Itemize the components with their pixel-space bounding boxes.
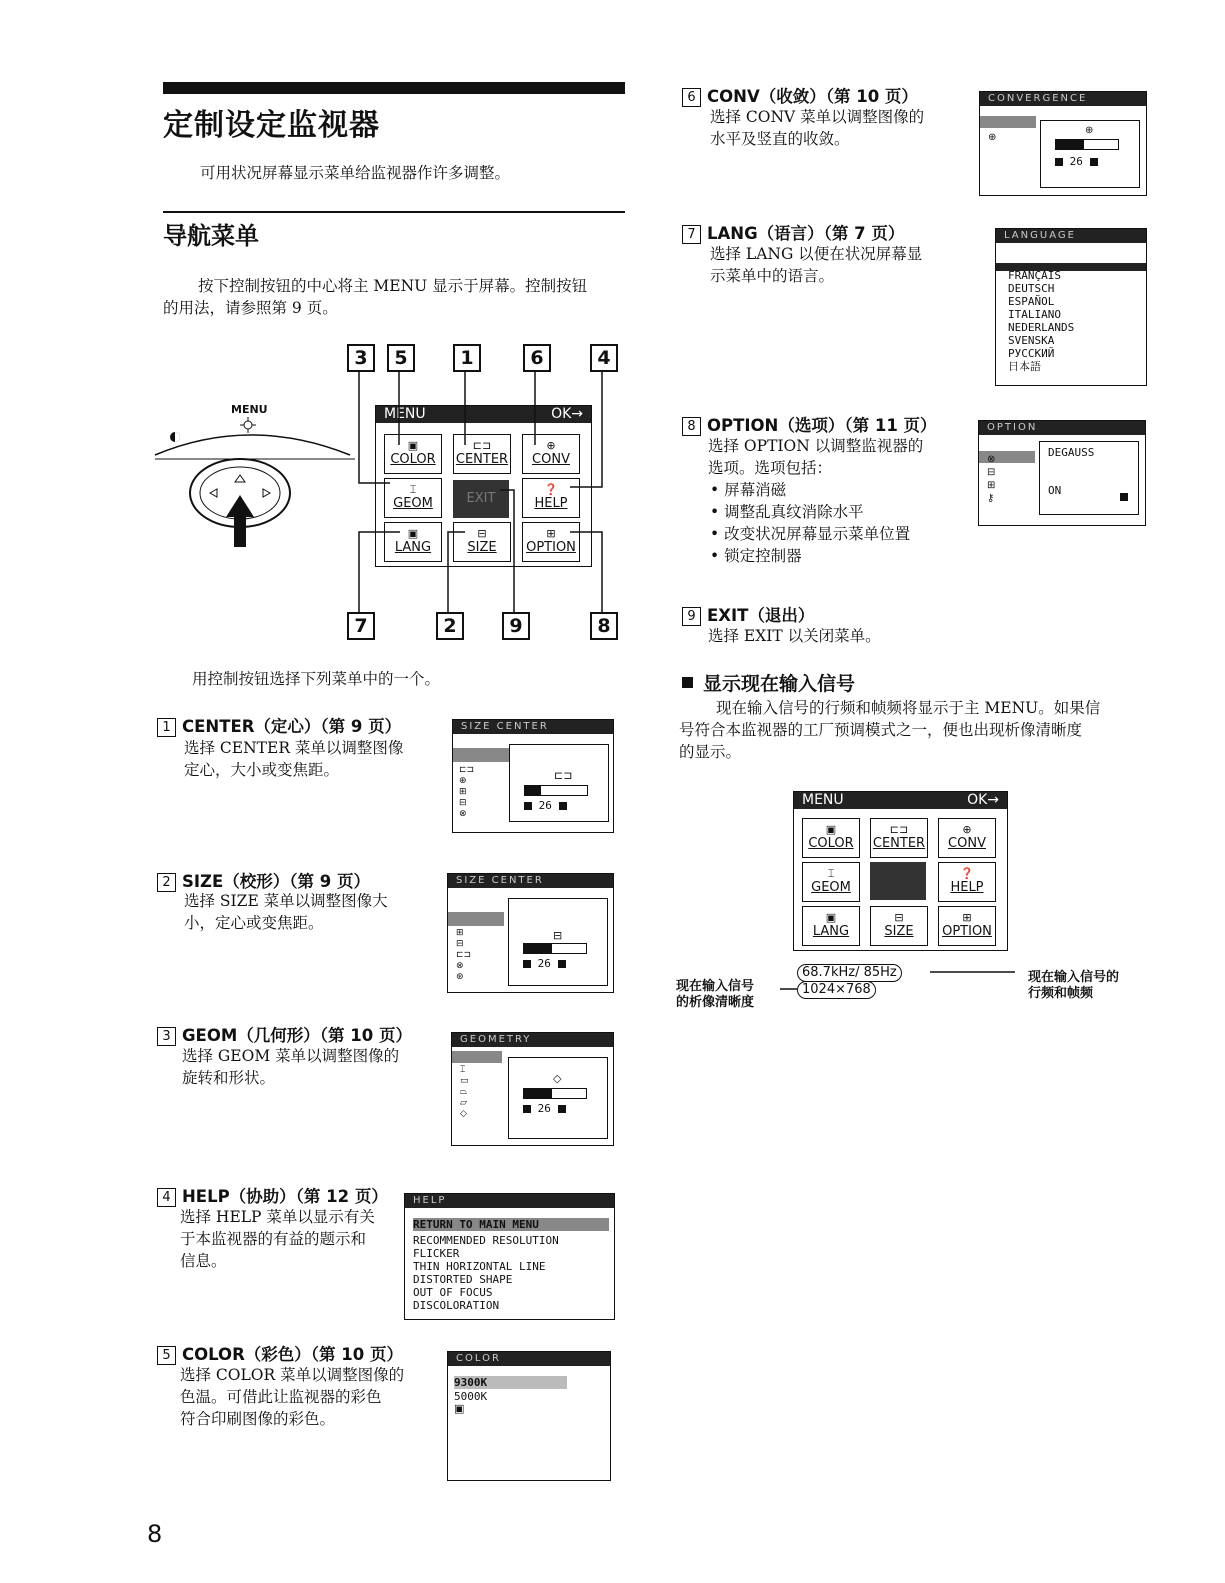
menu-ok-label: OK→	[967, 792, 999, 808]
lang-button[interactable]: ▣ LANG	[802, 906, 860, 946]
menu-label: MENU	[231, 403, 268, 416]
geom-button[interactable]: ⌶ GEOM	[384, 478, 442, 518]
page-title: 定制设定监视器	[163, 108, 380, 143]
geom-icon: ⌶	[409, 483, 417, 496]
item-center-title: 1 CENTER（定心）（第 9 页）	[157, 713, 401, 737]
osd-size-center-1: SIZE CENTER ⊏⊐ ⊕ ⊞ ⊟ ⊗ ⊏⊐ 26	[452, 719, 614, 833]
osd-convergence: CONVERGENCE ⊕ ⊕ 26	[979, 91, 1147, 196]
geom-button[interactable]: ⌶ GEOM	[802, 862, 860, 902]
callout-4: 4	[590, 344, 618, 372]
osd-highlight	[980, 116, 1036, 128]
item-lang-title: 7 LANG（语言）（第 7 页）	[682, 220, 904, 244]
color-button[interactable]: ▣ COLOR	[384, 434, 442, 474]
item-color-title: 5 COLOR（彩色）（第 10 页）	[157, 1341, 403, 1365]
signal-label-left-1: 现在输入信号	[676, 979, 755, 994]
osd-help: HELP RETURN TO MAIN MENU RECOMMENDED RESOLUTION FLICKER THIN HORIZONTAL LINE DISTORTED SHAPE OUT OF FOCUS DISCOLORATION	[404, 1193, 615, 1320]
callout-7: 7	[347, 612, 375, 640]
item-center-desc-2: 定心，大小或变焦距。	[184, 761, 340, 779]
osd-slider	[524, 785, 588, 796]
exit-button-dark[interactable]	[870, 862, 926, 900]
item-size-title: 2 SIZE（校形）（第 9 页）	[157, 868, 370, 892]
item-size-desc-1: 选择 SIZE 菜单以调整图像大	[184, 892, 388, 910]
exit-button[interactable]: EXIT	[453, 480, 509, 518]
item-help-desc-1: 选择 HELP 菜单以显示有关	[180, 1208, 375, 1226]
help-line-3: THIN HORIZONTAL LINE	[413, 1260, 546, 1273]
callout-9: 9	[502, 612, 530, 640]
item-exit-desc-1: 选择 EXIT 以关闭菜单。	[708, 627, 881, 645]
color-icon: ▣	[407, 439, 419, 452]
lang-option-4: ITALIANO	[1008, 308, 1061, 321]
osd-size-center-2: SIZE CENTER ⊞ ⊟ ⊏⊐ ⊗ ⊛ ⊟ 26	[447, 873, 614, 993]
signal-resolution: 1024×768	[797, 981, 876, 999]
osd-highlight	[448, 912, 504, 926]
color-option-1: 9300K	[454, 1376, 567, 1389]
callout-2: 2	[436, 612, 464, 640]
option-bullet-2: • 调整乱真纹消除水平	[710, 503, 864, 521]
signal-text-2: 号符合本监视器的工厂预调模式之一，便也出现析像清晰度	[679, 721, 1083, 739]
item-lang-desc-2: 示菜单中的语言。	[710, 267, 835, 285]
item-color-desc-2: 色温。可借此让监视器的彩色	[180, 1388, 382, 1406]
conv-icon-inner: ⊕	[1085, 125, 1094, 136]
option-icon: ⊞	[962, 911, 972, 924]
color-icon: ▣	[454, 1402, 465, 1415]
help-highlight: RETURN TO MAIN MENU	[413, 1218, 609, 1231]
option-bullet-1: • 屏幕消磁	[710, 481, 787, 499]
option-button[interactable]: ⊞ OPTION	[938, 906, 996, 946]
size-button[interactable]: ⊟ SIZE	[453, 522, 511, 562]
osd-language: LANGUAGE FRANÇAIS DEUTSCH ESPAÑOL ITALIANO NEDERLANDS SVENSKA РУССКИЙ 日本語	[995, 228, 1147, 386]
degauss-label: DEGAUSS	[1048, 446, 1095, 459]
osd-geometry-icons: ⌶ ▭ ⏢ ▱ ◇	[460, 1065, 469, 1119]
intro-text: 可用状况屏幕显示菜单给监视器作许多调整。	[200, 164, 511, 182]
item-lang-desc-1: 选择 LANG 以便在状况屏幕显	[710, 245, 923, 263]
osd-geometry: GEOMETRY ⌶ ▭ ⏢ ▱ ◇ ◇ 26	[451, 1032, 614, 1146]
item-conv-desc-2: 水平及竖直的收敛。	[710, 130, 850, 148]
lang-button[interactable]: ▣ LANG	[384, 522, 442, 562]
signal-text-3: 的显示。	[679, 743, 742, 761]
osd-slider	[523, 943, 587, 954]
option-button[interactable]: ⊞ OPTION	[522, 522, 580, 562]
section-rule	[163, 211, 625, 213]
conv-icon: ⊕	[546, 439, 556, 452]
lang-option-5: NEDERLANDS	[1008, 321, 1075, 334]
size-icon: ⊟	[894, 911, 904, 924]
osd-option-icons: ⊗ ⊟ ⊞ ⚷	[987, 454, 996, 504]
nav-text-line-2: 的用法，请参照第 9 页。	[163, 299, 338, 317]
menu-title: MENU	[802, 792, 844, 808]
osd-option: OPTION ⊗ ⊟ ⊞ ⚷ DEGAUSS ON	[978, 420, 1146, 526]
conv-icon: ⊕	[988, 132, 997, 143]
item-help-desc-3: 信息。	[180, 1252, 227, 1270]
callout-3: 3	[347, 344, 375, 372]
item-geom-desc-2: 旋转和形状。	[182, 1069, 276, 1087]
size-icon: ⊟	[477, 527, 487, 540]
color-button[interactable]: ▣ COLOR	[802, 818, 860, 858]
nav-text-line-1: 按下控制按钮的中心将主 MENU 显示于屏幕。控制按钮	[198, 277, 588, 295]
center-icon: ⊏⊐	[889, 823, 909, 836]
signal-heading: 显示现在输入信号	[682, 669, 855, 696]
item-center-desc-1: 选择 CENTER 菜单以调整图像	[184, 739, 404, 757]
size-button[interactable]: ⊟ SIZE	[870, 906, 928, 946]
help-line-2: FLICKER	[413, 1247, 460, 1260]
conv-icon: ⊕	[962, 823, 972, 836]
osd-size-icons: ⊞ ⊟ ⊏⊐ ⊗ ⊛	[456, 928, 472, 982]
option-bullet-4: • 锁定控制器	[710, 547, 802, 565]
control-button-illustration	[150, 395, 360, 555]
option-bullet-3: • 改变状况屏幕显示菜单位置	[710, 525, 911, 543]
menu-title-bar	[794, 792, 1007, 809]
degauss-on-square	[1120, 486, 1128, 505]
center-icon: ⊏⊐	[472, 439, 492, 452]
item-geom-title: 3 GEOM（几何形）（第 10 页）	[157, 1022, 412, 1046]
item-size-desc-2: 小，定心或变焦距。	[184, 914, 324, 932]
lang-option-2: DEUTSCH	[1008, 282, 1055, 295]
menu-title: MENU	[384, 406, 426, 422]
lang-option-1: FRANÇAIS	[1008, 269, 1061, 282]
rotation-icon: ◇	[553, 1072, 562, 1085]
signal-label-right-2: 行频和帧频	[1028, 986, 1094, 1001]
item-help-desc-2: 于本监视器的有益的题示和	[180, 1230, 367, 1248]
item-option-desc-2: 选项。选项包括：	[708, 459, 833, 477]
help-button[interactable]: ❓ HELP	[938, 862, 996, 902]
item-color-desc-1: 选择 COLOR 菜单以调整图像的	[180, 1366, 405, 1384]
lang-icon: ▣	[407, 527, 419, 540]
item-color-desc-3: 符合印刷图像的彩色。	[180, 1410, 336, 1428]
menu-ok-label: OK→	[551, 406, 583, 422]
signal-frequency: 68.7kHz/ 85Hz	[797, 964, 902, 982]
help-icon: ❓	[960, 867, 974, 880]
center-icon: ⊏⊐	[554, 769, 573, 782]
help-line-5: OUT OF FOCUS	[413, 1286, 493, 1299]
help-line-1: RECOMMENDED RESOLUTION	[413, 1234, 559, 1247]
item-conv-title: 6 CONV（收敛）（第 10 页）	[682, 83, 918, 107]
osd-slider	[1055, 139, 1119, 150]
callout-leader-lines	[340, 340, 630, 640]
item-help-title: 4 HELP（协助）（第 12 页）	[157, 1183, 388, 1207]
lang-option-6: SVENSKA	[1008, 334, 1055, 347]
callout-6: 6	[523, 344, 551, 372]
signal-label-left-2: 的析像清晰度	[676, 995, 755, 1010]
page-number: 8	[147, 1520, 163, 1548]
help-button[interactable]: ❓ HELP	[522, 478, 580, 518]
callout-8: 8	[590, 612, 618, 640]
lang-icon: ▣	[825, 911, 837, 924]
center-button[interactable]: ⊏⊐ CENTER	[870, 818, 928, 858]
item-geom-desc-1: 选择 GEOM 菜单以调整图像的	[182, 1047, 400, 1065]
color-icon: ▣	[825, 823, 837, 836]
osd-color: COLOR 9300K 5000K ▣	[447, 1351, 611, 1481]
option-icon: ⊞	[546, 527, 556, 540]
title-rule	[163, 82, 625, 94]
help-line-6: DISCOLORATION	[413, 1299, 500, 1312]
item-conv-desc-1: 选择 CONV 菜单以调整图像的	[710, 108, 925, 126]
item-exit-title: 9 EXIT（退出）	[682, 602, 814, 626]
signal-text-1: 现在输入信号的行频和帧频将显示于主 MENU。如果信	[716, 699, 1101, 717]
color-option-2: 5000K	[454, 1390, 488, 1403]
geom-icon: ⌶	[827, 867, 835, 880]
signal-label-right-1: 现在输入信号的	[1028, 970, 1120, 985]
lang-option-7: РУССКИЙ	[1008, 347, 1055, 360]
osd-center-icons: ⊏⊐ ⊕ ⊞ ⊟ ⊗	[459, 765, 475, 819]
select-text: 用控制按钮选择下列菜单中的一个。	[192, 670, 441, 688]
conv-button[interactable]: ⊕ CONV	[522, 434, 580, 474]
lang-option-3: ESPAÑOL	[1008, 295, 1055, 308]
callout-5: 5	[387, 344, 415, 372]
signal-leader-lines	[770, 960, 1020, 1000]
center-button[interactable]: ⊏⊐ CENTER	[453, 434, 511, 474]
item-option-title: 8 OPTION（选项）（第 11 页）	[682, 412, 937, 436]
conv-button[interactable]: ⊕ CONV	[938, 818, 996, 858]
size-icon: ⊟	[553, 929, 563, 942]
nav-heading: 导航菜单	[163, 222, 259, 250]
help-line-4: DISTORTED SHAPE	[413, 1273, 513, 1286]
lang-option-8: 日本語	[1008, 360, 1041, 373]
osd-slider	[523, 1088, 587, 1099]
help-icon: ❓	[544, 483, 558, 496]
degauss-on-label: ON	[1048, 484, 1062, 497]
osd-highlight	[452, 1051, 502, 1063]
signal-menu-diagram	[793, 791, 1008, 951]
callout-1: 1	[453, 344, 481, 372]
osd-highlight	[453, 748, 509, 762]
item-option-desc-1: 选择 OPTION 以调整监视器的	[708, 437, 924, 455]
